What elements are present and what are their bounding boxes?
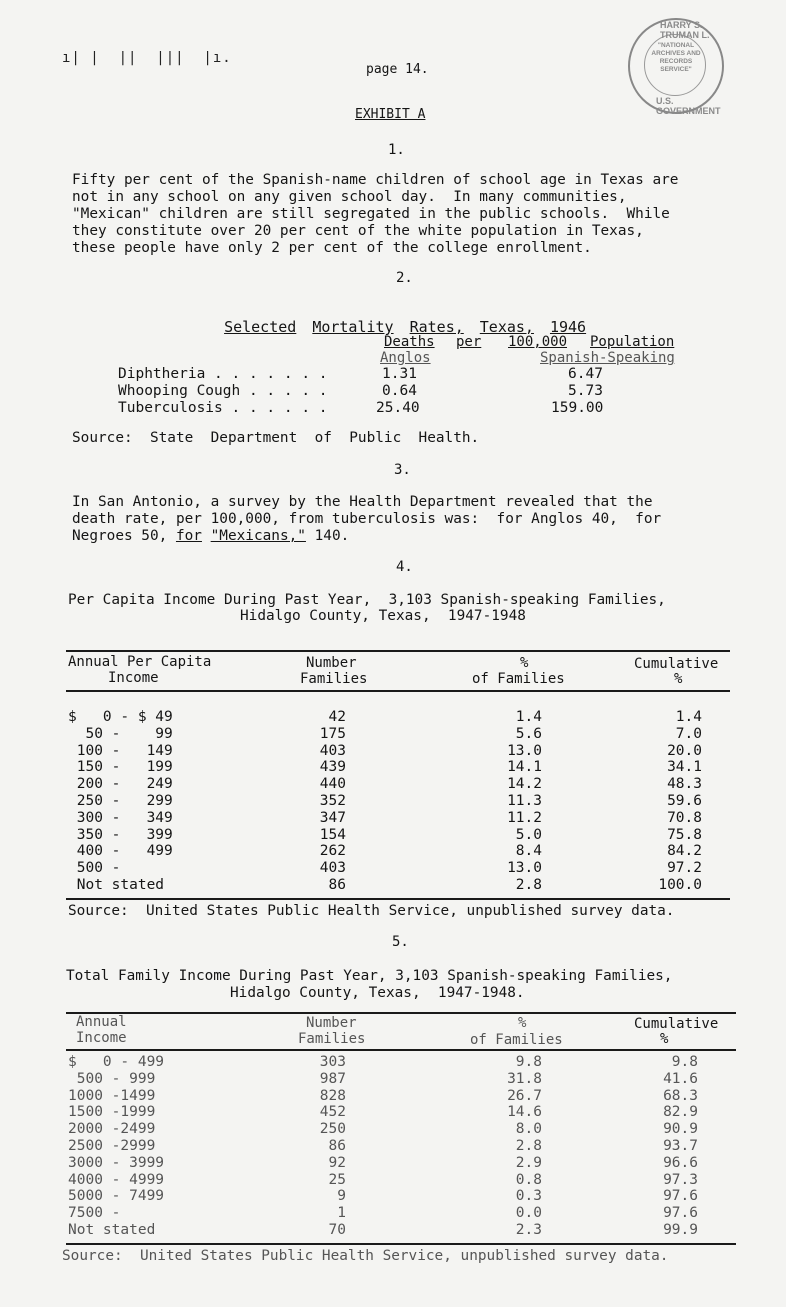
col-header: % — [660, 1031, 669, 1047]
table-source: Source: United States Public Health Service, unpublished survey data. — [62, 1248, 669, 1264]
table-cell-number: 352 — [319, 793, 346, 809]
paragraph-line: "Mexican" children are still segregated in the public schools. While — [72, 206, 670, 222]
table-title: Hidalgo County, Texas, 1947-1948. — [230, 985, 525, 1001]
table-cell-number: 86 — [328, 877, 346, 893]
col-header: Families — [298, 1031, 366, 1047]
table-cell-number: 154 — [319, 826, 346, 843]
table-cell-pct: 5.0 — [515, 826, 542, 843]
section-number: 4. — [396, 559, 413, 575]
table-cell-range: 3000 - 3999 — [68, 1154, 165, 1171]
mortality-row-label: Whooping Cough . . . . . — [118, 383, 328, 399]
table-cell-cum: 75.8 — [667, 826, 702, 843]
table-cell-number: 86 — [328, 1138, 346, 1154]
table-cell-cum: 9.8 — [671, 1054, 698, 1070]
table-cell-range: $ 0 - $ 49 — [68, 709, 173, 725]
table-cell-range: 250 - 299 — [68, 793, 173, 809]
table-cell-number: 403 — [319, 742, 346, 759]
text-run: 140. — [305, 528, 350, 544]
table-rule — [66, 898, 730, 900]
table-cell-range: 2500 -2999 — [68, 1138, 156, 1154]
table-cell-pct: 8.4 — [515, 843, 542, 860]
table-cell-range: 50 - 99 — [68, 725, 173, 742]
table-cell-number: 439 — [319, 759, 346, 776]
table-cell-cum: 97.2 — [667, 860, 702, 877]
stamp-line: RECORDS — [659, 58, 693, 65]
mortality-row-label: Tuberculosis . . . . . . — [118, 400, 328, 416]
table-cell-pct: 2.9 — [515, 1154, 542, 1171]
mortality-row-anglos: 25.40 — [376, 400, 420, 416]
exhibit-heading: EXHIBIT A — [355, 107, 426, 122]
col-header: Number — [306, 655, 357, 671]
table-cell-cum: 97.6 — [663, 1205, 698, 1222]
table-title: Per Capita Income During Past Year, 3,103 Spanish-speaking Families, — [68, 592, 666, 608]
table-cell-pct: 0.8 — [515, 1171, 542, 1188]
table-cell-pct: 0.3 — [515, 1188, 542, 1205]
table-cell-cum: 68.3 — [663, 1087, 698, 1104]
table-cell-pct: 31.8 — [507, 1070, 542, 1087]
table-cell-cum: 7.0 — [675, 725, 702, 742]
table-cell-number: 828 — [319, 1087, 346, 1104]
mortality-row-anglos: 0.64 — [382, 383, 417, 399]
paragraph-line: they constitute over 20 per cent of the white population in Texas, — [72, 223, 644, 239]
table-cell-cum: 48.3 — [667, 776, 702, 793]
section-number: 5. — [392, 934, 409, 950]
table-source: Source: United States Public Health Service, unpublished survey data. — [68, 903, 675, 919]
table-cell-range: 400 - 499 — [68, 843, 173, 860]
text-run-underlined: "Mexicans," — [210, 528, 306, 544]
text-run: Negroes 50, — [72, 528, 176, 544]
table-cell-cum: 97.6 — [663, 1188, 698, 1205]
table-cell-range: Not stated — [68, 877, 165, 893]
table-cell-cum: 93.7 — [663, 1138, 698, 1154]
table-cell-range: 1500 -1999 — [68, 1104, 156, 1121]
mortality-col-100000: 100,000 — [508, 334, 568, 350]
table-cell-pct: 14.6 — [507, 1104, 542, 1121]
table-cell-pct: 14.2 — [507, 776, 542, 793]
table-cell-pct: 11.2 — [507, 809, 542, 826]
page-label: page 14. — [366, 62, 429, 77]
title-word: Mortality — [312, 318, 394, 336]
table-cell-range: 1000 -1499 — [68, 1087, 156, 1104]
table-cell-number: 347 — [319, 809, 346, 826]
table-cell-number: 250 — [319, 1121, 346, 1138]
table-cell-pct: 8.0 — [515, 1121, 542, 1138]
table-cell-number: 9 — [337, 1188, 346, 1205]
table-cell-number: 403 — [319, 860, 346, 877]
table-cell-cum: 34.1 — [667, 759, 702, 776]
table-cell-number: 175 — [319, 725, 346, 742]
paragraph-line: these people have only 2 per cent of the college enrollment. — [72, 240, 592, 256]
table-cell-range: 5000 - 7499 — [68, 1188, 165, 1205]
col-header: % — [674, 671, 683, 687]
table-cell-range: 7500 - — [68, 1205, 121, 1222]
text-run-underlined: for — [175, 528, 202, 544]
table-cell-cum: 59.6 — [667, 793, 702, 809]
table-cell-pct: 5.6 — [515, 725, 542, 742]
col-header: of Families — [472, 671, 565, 687]
text-run — [202, 528, 211, 544]
table-cell-pct: 26.7 — [507, 1087, 542, 1104]
table-rule — [66, 650, 730, 652]
table-cell-number: 42 — [328, 709, 346, 725]
mortality-title — [206, 300, 602, 336]
table-cell-cum: 70.8 — [667, 809, 702, 826]
table-cell-number: 1 — [337, 1205, 346, 1222]
col-header: Cumulative — [634, 656, 719, 672]
stamp-line: ARCHIVES AND — [651, 50, 701, 57]
table-cell-number: 987 — [319, 1070, 346, 1087]
table-title: Hidalgo County, Texas, 1947-1948 — [240, 608, 526, 624]
mortality-row-spanish: 159.00 — [551, 400, 604, 416]
table-cell-pct: 11.3 — [507, 793, 542, 809]
mortality-row-spanish: 6.47 — [568, 366, 603, 382]
paragraph-line: Fifty per cent of the Spanish-name children of school age in Texas are — [72, 172, 679, 188]
table-rule — [66, 1049, 736, 1051]
table-rule — [66, 690, 730, 692]
table-cell-pct: 9.8 — [515, 1054, 542, 1070]
table-cell-cum: 1.4 — [675, 709, 702, 725]
paragraph-line — [72, 528, 349, 546]
table-cell-range: Not stated — [68, 1222, 156, 1238]
top-marks: ı| | || ||| |ı. — [62, 50, 232, 66]
table-cell-range: 350 - 399 — [68, 826, 173, 843]
title-word: Selected — [224, 318, 297, 336]
table-cell-range: $ 0 - 499 — [68, 1054, 165, 1070]
mortality-col-spanish: Spanish-Speaking — [540, 350, 675, 366]
paragraph-line: death rate, per 100,000, from tuberculosis was: for Anglos 40, for — [72, 511, 662, 527]
table-cell-number: 452 — [319, 1104, 346, 1121]
mortality-col-population: Population — [590, 334, 675, 350]
stamp-line: "NATIONAL — [657, 42, 695, 49]
mortality-col-deaths: Deaths — [384, 334, 435, 350]
archives-stamp — [628, 18, 724, 114]
mortality-col-anglos: Anglos — [380, 350, 431, 366]
mortality-col-per: per — [456, 334, 482, 350]
table-cell-cum: 41.6 — [663, 1070, 698, 1087]
col-header: % — [518, 1015, 527, 1031]
table-cell-cum: 90.9 — [663, 1121, 698, 1138]
section-number: 2. — [396, 270, 413, 286]
col-header: % — [520, 655, 529, 671]
table-cell-number: 440 — [319, 776, 346, 793]
table-cell-range: 200 - 249 — [68, 776, 173, 793]
stamp-line: SERVICE" — [660, 66, 692, 73]
mortality-row-anglos: 1.31 — [382, 366, 417, 382]
table-rule — [66, 1012, 736, 1014]
table-cell-cum: 99.9 — [663, 1222, 698, 1238]
table-cell-range: 150 - 199 — [68, 759, 173, 776]
table-cell-number: 25 — [328, 1171, 346, 1188]
table-cell-range: 4000 - 4999 — [68, 1171, 165, 1188]
title-word: Rates, — [409, 318, 464, 336]
col-header: of Families — [470, 1032, 563, 1048]
table-cell-pct: 13.0 — [507, 860, 542, 877]
table-cell-number: 70 — [328, 1222, 346, 1238]
table-cell-pct: 2.8 — [515, 1138, 542, 1154]
paragraph-line: In San Antonio, a survey by the Health Department revealed that the — [72, 494, 653, 510]
table-cell-number: 262 — [319, 843, 346, 860]
table-cell-range: 100 - 149 — [68, 742, 173, 759]
table-cell-pct: 13.0 — [507, 742, 542, 759]
mortality-row-spanish: 5.73 — [568, 383, 603, 399]
section-number: 3. — [394, 462, 411, 478]
stamp-ring-top: HARRY S. TRUMAN L. — [660, 20, 710, 40]
table-cell-cum: 20.0 — [667, 742, 702, 759]
table-title: Total Family Income During Past Year, 3,103 Spanish-speaking Families, — [66, 968, 673, 984]
table-cell-cum: 82.9 — [663, 1104, 698, 1121]
title-word: 1946 — [549, 318, 587, 336]
col-header: Cumulative — [634, 1016, 719, 1032]
title-word: Texas, — [479, 318, 534, 336]
col-header: Families — [300, 671, 368, 687]
table-cell-pct: 0.0 — [515, 1205, 542, 1222]
stamp-ring-bottom: U.S. GOVERNMENT — [656, 96, 721, 116]
col-header: Number — [306, 1015, 357, 1031]
table-rule — [66, 1243, 736, 1245]
table-cell-cum: 100.0 — [658, 877, 702, 893]
table-cell-pct: 1.4 — [515, 709, 542, 725]
section-number: 1. — [388, 142, 405, 158]
table-cell-cum: 97.3 — [663, 1171, 698, 1188]
table-cell-number: 303 — [319, 1054, 346, 1070]
table-cell-pct: 2.8 — [515, 877, 542, 893]
table-cell-pct: 14.1 — [507, 759, 542, 776]
table-cell-range: 500 - — [68, 860, 121, 877]
table-cell-range: 500 - 999 — [68, 1070, 156, 1087]
table-cell-cum: 96.6 — [663, 1154, 698, 1171]
table-cell-range: 300 - 349 — [68, 809, 173, 826]
table-cell-pct: 2.3 — [515, 1222, 542, 1238]
col-header: Annual — [76, 1014, 127, 1030]
table-cell-range: 2000 -2499 — [68, 1121, 156, 1138]
mortality-source: Source: State Department of Public Health. — [72, 430, 480, 446]
paragraph-line: not in any school on any given school day. In many communities, — [72, 189, 627, 205]
col-header: Annual Per Capita — [68, 654, 212, 670]
col-header: Income — [76, 1030, 127, 1046]
table-cell-cum: 84.2 — [667, 843, 702, 860]
table-cell-number: 92 — [328, 1154, 346, 1171]
mortality-row-label: Diphtheria . . . . . . . — [118, 366, 328, 382]
col-header: Income — [108, 670, 159, 686]
